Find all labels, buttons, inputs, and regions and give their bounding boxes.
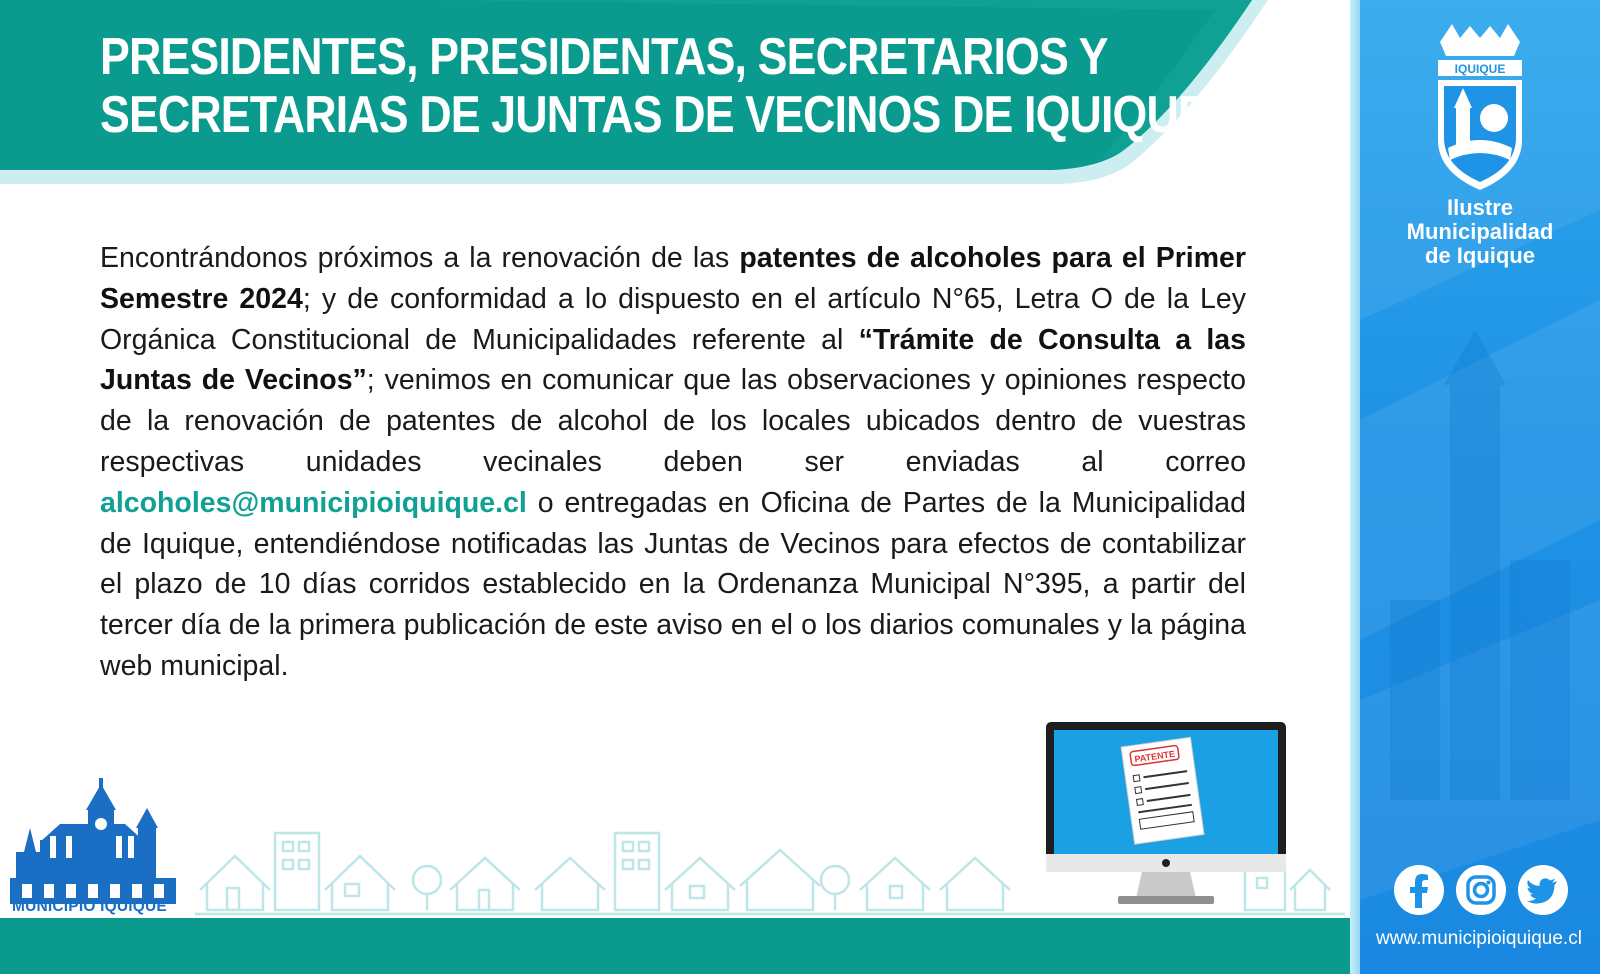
header-banner: [0, 0, 1275, 188]
notice-bold-2: “Trámite de Consulta a las Juntas de Vecinos”: [100, 323, 1246, 397]
instagram-icon[interactable]: [1455, 864, 1507, 916]
patente-document-icon: [1121, 737, 1204, 844]
footer-bar: [0, 918, 1360, 974]
title-line-1: PRESIDENTES, PRESIDENTAS, SECRETARIOS Y: [100, 28, 1108, 86]
org-name-line-2: Municipalidad: [1406, 219, 1554, 244]
municipio-iquique-logo: [10, 778, 176, 918]
notice-text-3: ; venimos en comunicar que las observaciones y opiniones respecto de la renovación de patentes de alcohol de los locales ubicados dentro de vuestras respectivas unidades vecinales deben ser enviadas al correo: [100, 364, 1246, 478]
title-line-2: SECRETARIAS DE JUNTAS DE VECINOS DE IQUIQUE: [100, 86, 1207, 144]
iquique-crest-logo: [1430, 22, 1530, 192]
website-link[interactable]: www.municipioiquique.cl: [1376, 928, 1582, 949]
notice-text-4: o entregadas en Oficina de Partes de la Municipalidad de Iquique, entendiéndose notificadas las Juntas de Vecinos para efectos de contabilizar el plazo de 10 días corridos establecido en la Ordenanza Municipal N°395, a partir del tercer día de la primera publicación de este aviso en el o los diarios comunales y la página web municipal.: [100, 486, 1246, 682]
org-name-line-3: de Iquique: [1425, 243, 1535, 268]
notice-bold-1: patentes de alcoholes para el Primer Semestre 2024: [100, 242, 1246, 315]
municipio-logo-label: MUNICIPIO IQUIQUE: [12, 898, 167, 915]
patente-label: PATENTE: [1133, 748, 1176, 765]
crest-label: IQUIQUE: [1454, 62, 1506, 76]
email-link[interactable]: alcoholes@municipioiquique.cl: [100, 486, 527, 519]
notice-text-2: ; y de conformidad a lo dispuesto en el artículo N°65, Letra O de la Ley Orgánica Constitucional de Municipalidades referente al: [100, 282, 1246, 356]
org-name-line-1: Ilustre: [1446, 195, 1514, 220]
org-name: [1360, 196, 1600, 268]
notice-text-1: Encontrándonos próximos a la renovación de las: [100, 242, 740, 274]
monitor-illustration: [1046, 722, 1286, 912]
sidebar: [1360, 0, 1600, 974]
page-title: [100, 28, 1207, 144]
facebook-icon[interactable]: [1393, 864, 1445, 916]
twitter-icon[interactable]: [1517, 864, 1569, 916]
notice-paragraph: [100, 238, 1246, 687]
